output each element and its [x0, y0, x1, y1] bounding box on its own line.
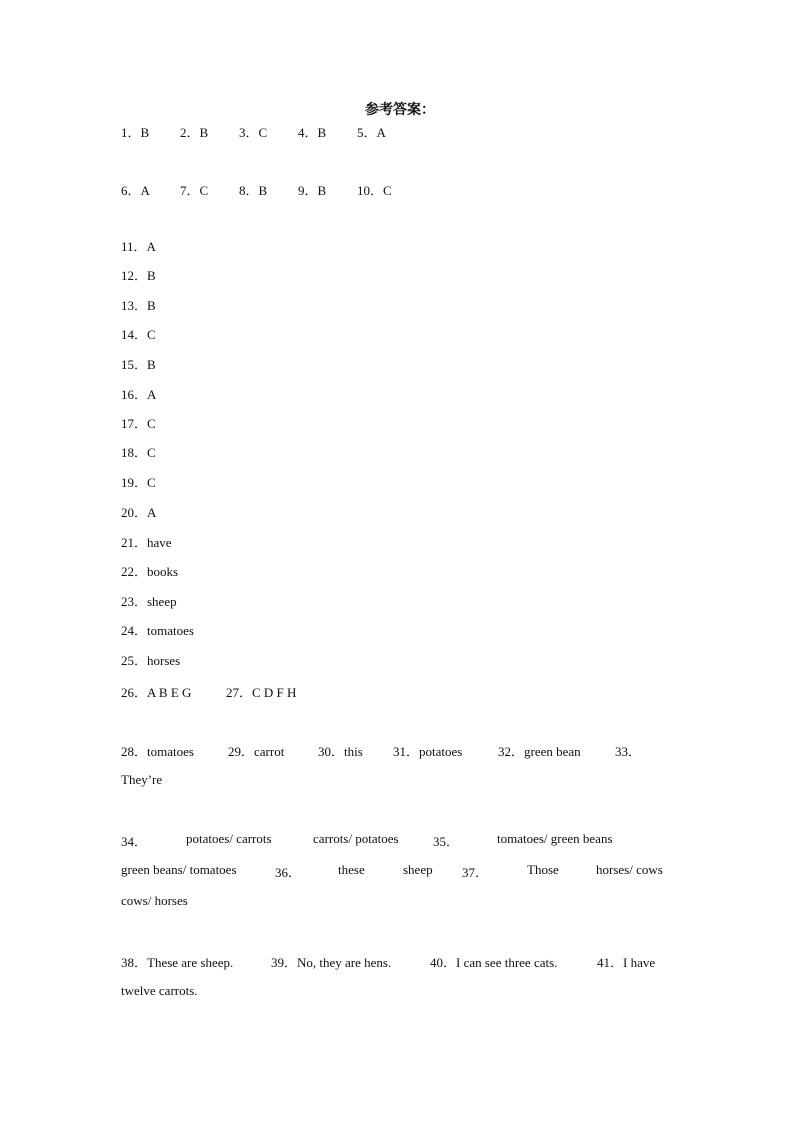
answer-7: 7．C	[180, 183, 209, 198]
answer-24: 24．tomatoes	[121, 623, 194, 638]
answer-37-a: Those	[527, 862, 559, 877]
answer-37-c: cows/ horses	[121, 893, 188, 908]
answer-21: 21．have	[121, 535, 172, 550]
answer-12: 12．B	[121, 268, 156, 283]
answer-28: 28．tomatoes	[121, 744, 194, 759]
answer-14: 14．C	[121, 327, 156, 342]
answer-8: 8．B	[239, 183, 268, 198]
answer-41: 41．I have	[597, 955, 656, 970]
answer-36-a: these	[338, 862, 365, 877]
answer-39: 39．No, they are hens.	[271, 955, 392, 970]
answer-34-b: carrots/ potatoes	[313, 831, 399, 846]
answer-36-number: 36．	[275, 865, 302, 880]
answer-34-a: potatoes/ carrots	[186, 831, 272, 846]
answer-35-number: 35．	[433, 834, 460, 849]
answer-13: 13．B	[121, 298, 156, 313]
answer-2: 2．B	[180, 125, 209, 140]
answer-20: 20．A	[121, 505, 157, 520]
answer-23: 23．sheep	[121, 594, 177, 609]
answer-30: 30．this	[318, 744, 363, 759]
answer-33: They’re	[121, 772, 163, 787]
answer-27: 27．C D F H	[226, 685, 297, 700]
answer-1: 1．B	[121, 125, 150, 140]
answer-17: 17．C	[121, 416, 156, 431]
answer-15: 15．B	[121, 357, 156, 372]
answer-36-b: sheep	[403, 862, 433, 877]
answer-4: 4．B	[298, 125, 327, 140]
answer-10: 10．C	[357, 183, 392, 198]
answer-9: 9．B	[298, 183, 327, 198]
page-title: 参考答案：	[365, 102, 435, 118]
answer-19: 19．C	[121, 475, 156, 490]
answer-32: 32．green bean	[498, 744, 581, 759]
answer-41-cont: twelve carrots.	[121, 983, 198, 998]
answer-16: 16．A	[121, 387, 157, 402]
answer-22: 22．books	[121, 564, 179, 579]
answer-18: 18．C	[121, 445, 156, 460]
answer-29: 29．carrot	[228, 744, 285, 759]
answer-37-number: 37．	[462, 865, 489, 880]
answer-3: 3．C	[239, 125, 268, 140]
answer-35-b: green beans/ tomatoes	[121, 862, 237, 877]
answer-37-b: horses/ cows	[596, 862, 663, 877]
answer-6: 6．A	[121, 183, 150, 198]
answer-11: 11．A	[121, 239, 156, 254]
answer-5: 5．A	[357, 125, 386, 140]
answer-25: 25．horses	[121, 653, 181, 668]
answer-31: 31．potatoes	[393, 744, 463, 759]
answer-34-number: 34．	[121, 834, 148, 849]
answer-26: 26．A B E G	[121, 685, 192, 700]
answer-35-a: tomatoes/ green beans	[497, 831, 613, 846]
answer-40: 40．I can see three cats.	[430, 955, 558, 970]
answer-33-number: 33．	[615, 744, 642, 759]
answer-38: 38．These are sheep.	[121, 955, 234, 970]
